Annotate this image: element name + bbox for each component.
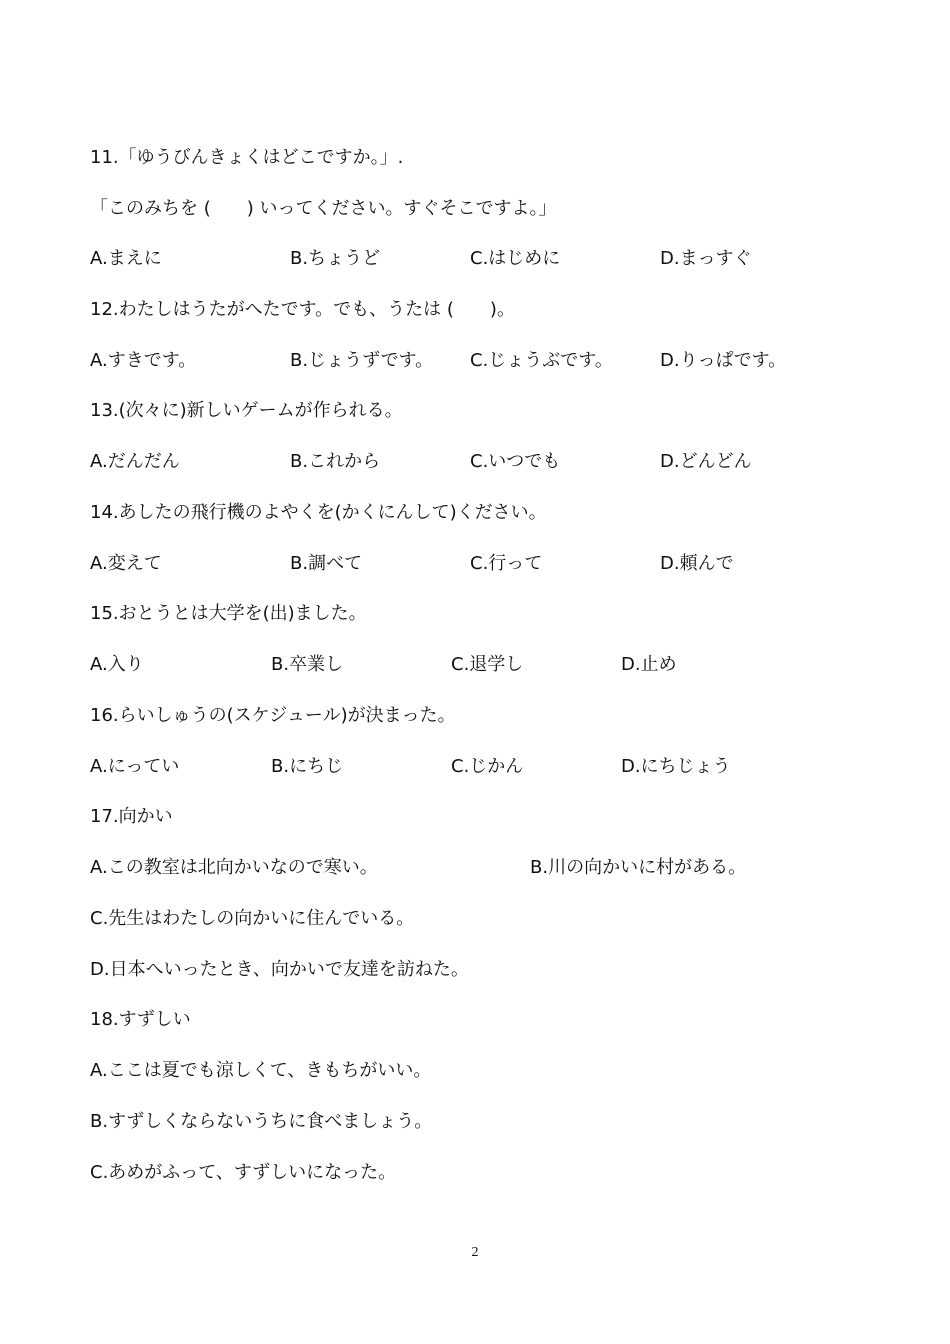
question-16-option-a: A.にってい [90, 756, 180, 777]
question-17-stem: 17.向かい [90, 806, 173, 827]
question-13-option-a: A.だんだん [90, 451, 180, 472]
question-13-stem: 13.(次々に)新しいゲームが作られる。 [90, 400, 403, 421]
question-14-option-c: C.行って [470, 553, 543, 574]
question-12-option-d: D.りっぱです。 [660, 350, 787, 371]
question-15-option-d: D.止め [621, 654, 677, 675]
question-15-stem: 15.おとうとは大学を(出)ました。 [90, 603, 367, 624]
question-12-stem: 12.わたしはうたがへたです。でも、うたは ( )。 [90, 299, 515, 320]
question-14-option-b: B.調べて [290, 553, 363, 574]
question-16-option-c: C.じかん [451, 756, 524, 777]
question-16-stem: 16.らいしゅうの(スケジュール)が決まった。 [90, 705, 456, 726]
question-17-option-d: D.日本へいったとき、向かいで友達を訪ねた。 [90, 959, 469, 980]
question-18-option-b: B.すずしくならないうちに食べましょう。 [90, 1111, 433, 1132]
question-11-option-d: D.まっすぐ [660, 248, 752, 269]
question-15-option-a: A.入り [90, 654, 144, 675]
question-17-option-c: C.先生はわたしの向かいに住んでいる。 [90, 908, 415, 929]
question-11-option-a: A.まえに [90, 248, 162, 269]
question-12-option-c: C.じょうぶです。 [470, 350, 613, 371]
page-number: 2 [471, 1245, 479, 1260]
question-14-stem: 14.あしたの飛行機のよやくを(かくにんして)ください。 [90, 502, 547, 523]
question-12-option-b: B.じょうずです。 [290, 350, 434, 371]
question-11-option-b: B.ちょうど [290, 248, 381, 269]
question-12-option-a: A.すきです。 [90, 350, 197, 371]
question-18-stem: 18.すずしい [90, 1009, 191, 1030]
question-11-stem: 11.「ゆうびんきょくはどこですか。」. [90, 147, 404, 168]
question-18-option-a: A.ここは夏でも涼しくて、きもちがいい。 [90, 1060, 432, 1081]
question-13-option-b: B.これから [290, 451, 381, 472]
question-16-option-b: B.にちじ [271, 756, 344, 777]
question-14-option-d: D.頼んで [660, 553, 734, 574]
question-13-option-c: C.いつでも [470, 451, 561, 472]
question-11-sentence: 「このみちを ( ) いってください。すぐそこですよ。」 [90, 198, 557, 219]
question-17-option-a: A.この教室は北向かいなので寒い。 [90, 857, 378, 878]
question-15-option-c: C.退学し [451, 654, 524, 675]
question-16-option-d: D.にちじょう [621, 756, 731, 777]
question-11-option-c: C.はじめに [470, 248, 561, 269]
question-14-option-a: A.変えて [90, 553, 162, 574]
question-17-option-b: B.川の向かいに村がある。 [530, 857, 747, 878]
question-13-option-d: D.どんどん [660, 451, 752, 472]
question-18-option-c: C.あめがふって、すずしいになった。 [90, 1162, 397, 1183]
question-15-option-b: B.卒業し [271, 654, 344, 675]
